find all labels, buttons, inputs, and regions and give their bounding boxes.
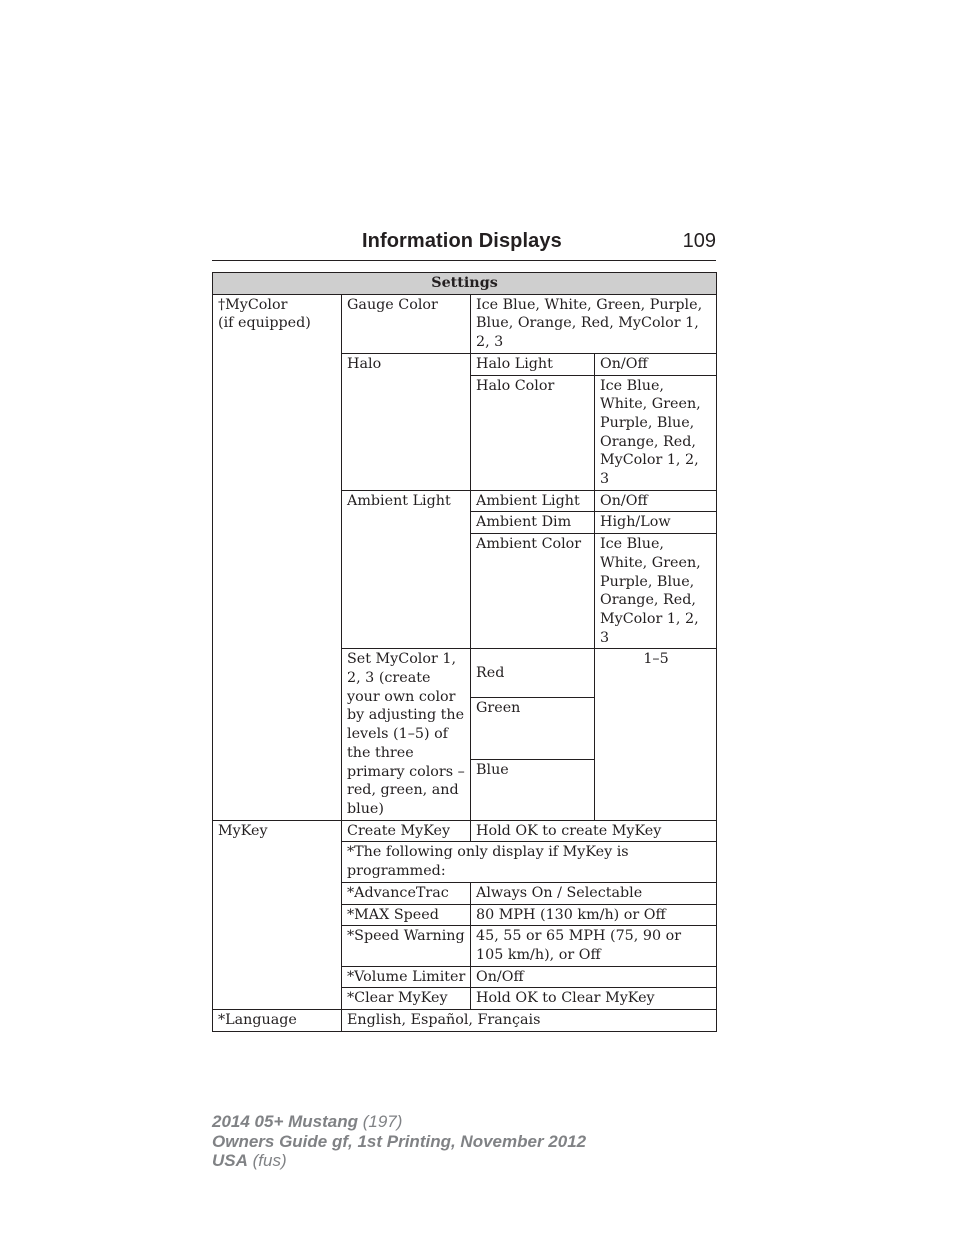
clear-mykey-label: *Clear MyKey <box>342 988 471 1010</box>
table-row <box>213 294 717 353</box>
footer-model-code: (197) <box>358 1112 403 1131</box>
mycolor-label-note: (if equipped) <box>218 315 311 332</box>
language-label: *Language <box>213 1010 342 1032</box>
footer-market-code: (fus) <box>247 1151 287 1170</box>
halo-light-label: Halo Light <box>471 353 595 375</box>
level-range: 1–5 <box>595 649 717 820</box>
footer-line-2: Owners Guide gf, 1st Printing, November 2012 <box>212 1131 587 1151</box>
speed-warning-label: *Speed Warning <box>342 926 471 966</box>
ambient-color-label: Ambient Color <box>471 534 595 649</box>
clear-mykey-value: Hold OK to Clear MyKey <box>471 988 717 1010</box>
create-mykey-value: Hold OK to create MyKey <box>471 820 717 842</box>
ambient-light-label: Ambient Light <box>471 490 595 512</box>
green-label: Green <box>471 698 595 759</box>
blue-label: Blue <box>471 759 595 820</box>
mycolor-label: †MyColor <box>218 296 288 313</box>
advancetrac-label: *AdvanceTrac <box>342 882 471 904</box>
language-value: English, Español, Français <box>342 1010 717 1032</box>
ambient-dim-label: Ambient Dim <box>471 512 595 534</box>
footer-model: 2014 05+ Mustang <box>212 1112 358 1131</box>
volume-limiter-value: On/Off <box>471 966 717 988</box>
gauge-color-value: Ice Blue, White, Green, Purple, Blue, Orange, Red, MyColor 1, 2, 3 <box>471 294 717 353</box>
footer-market: USA <box>212 1151 248 1170</box>
footer-line-3 <box>212 1151 586 1171</box>
red-label: Red <box>471 649 595 698</box>
ambient-light-value: On/Off <box>595 490 717 512</box>
halo-label: Halo <box>342 353 471 490</box>
halo-light-value: On/Off <box>595 353 717 375</box>
mycolor-label-cell <box>213 294 342 820</box>
footer-line-1 <box>212 1112 586 1132</box>
halo-color-label: Halo Color <box>471 375 595 490</box>
settings-table <box>212 272 717 1032</box>
table-row <box>213 820 717 842</box>
mykey-note: *The following only display if MyKey is programmed: <box>342 842 717 882</box>
ambient-label: Ambient Light <box>342 490 471 649</box>
page-title: Information Displays <box>362 230 562 252</box>
ambient-color-value: Ice Blue, White, Green, Purple, Blue, Orange, Red, MyColor 1, 2, 3 <box>595 534 717 649</box>
set-mycolor-label: Set MyColor 1, 2, 3 (create your own color by adjusting the levels (1–5) of the three primary colors – red, green, and blue) <box>342 649 471 820</box>
table-heading: Settings <box>213 273 717 295</box>
gauge-color-label: Gauge Color <box>342 294 471 353</box>
ambient-dim-value: High/Low <box>595 512 717 534</box>
page-header <box>212 230 716 261</box>
mykey-label: MyKey <box>213 820 342 1009</box>
table-row <box>213 1010 717 1032</box>
max-speed-value: 80 MPH (130 km/h) or Off <box>471 904 717 926</box>
speed-warning-value: 45, 55 or 65 MPH (75, 90 or 105 km/h), or Off <box>471 926 717 966</box>
volume-limiter-label: *Volume Limiter <box>342 966 471 988</box>
halo-color-value: Ice Blue, White, Green, Purple, Blue, Orange, Red, MyColor 1, 2, 3 <box>595 375 717 490</box>
table-header-row <box>213 273 717 295</box>
page-number: 109 <box>682 230 716 252</box>
advancetrac-value: Always On / Selectable <box>471 882 717 904</box>
page-footer <box>212 1112 586 1171</box>
create-mykey-label: Create MyKey <box>342 820 471 842</box>
max-speed-label: *MAX Speed <box>342 904 471 926</box>
